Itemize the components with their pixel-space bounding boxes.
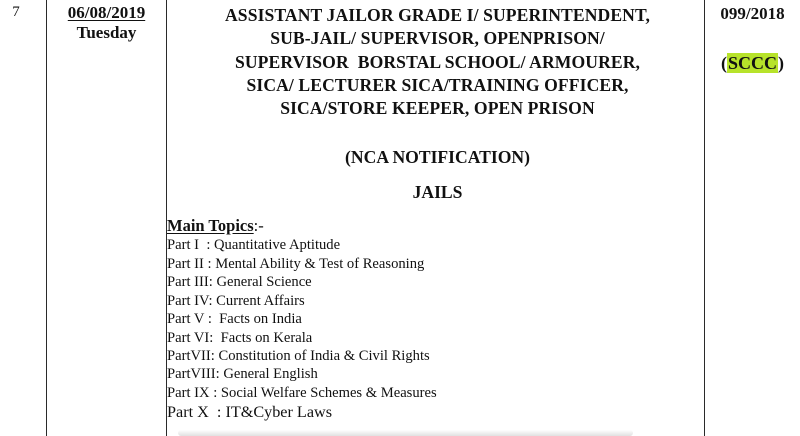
post-details-cell	[167, 0, 704, 436]
topics-list	[167, 236, 704, 422]
topic-item: Part IX : Social Welfare Schemes & Measures	[167, 384, 437, 401]
category-number: 099/2018	[720, 4, 785, 23]
date-cell	[47, 0, 166, 436]
post-title-line: SICA/ LECTURER SICA/TRAINING OFFICER,	[246, 74, 629, 95]
community-code	[721, 52, 784, 74]
notification-type: (NCA NOTIFICATION)	[345, 147, 530, 168]
topic-item: PartVIII: General English	[167, 366, 318, 383]
community-code-highlight: SCCC	[727, 53, 777, 73]
topic-item: Part IV: Current Affairs	[167, 292, 305, 309]
community-open-paren: (	[720, 53, 727, 73]
topic-item: Part X : IT&Cyber Laws	[167, 403, 332, 422]
topic-item: Part I : Quantitative Aptitude	[167, 237, 341, 254]
topic-item: PartVII: Constitution of India & Civil Rights	[167, 347, 430, 364]
category-code-cell	[705, 0, 800, 436]
exam-date: 06/08/2019	[67, 3, 146, 22]
topics-heading-suffix: :-	[253, 216, 264, 236]
post-title-line: SUPERVISOR BORSTAL SCHOOL/ ARMOURER,	[234, 51, 641, 72]
department-name: JAILS	[412, 182, 463, 203]
post-title-line: SUB-JAIL/ SUPERVISOR, OPENPRISON/	[270, 28, 605, 49]
serial-number: 7	[12, 4, 20, 20]
topic-item: Part III: General Science	[167, 274, 312, 291]
topic-item: Part V : Facts on India	[167, 311, 302, 328]
topic-item: Part II : Mental Ability & Test of Reasoning	[167, 255, 425, 272]
serial-number-cell	[0, 0, 46, 436]
exam-day: Tuesday	[76, 23, 137, 42]
post-title-line: ASSISTANT JAILOR GRADE I/ SUPERINTENDENT,	[225, 5, 650, 25]
community-close-paren: )	[778, 53, 784, 73]
scroll-shadow	[178, 430, 633, 436]
topics-heading	[167, 216, 704, 236]
topics-heading-label: Main Topics	[167, 216, 254, 236]
topic-item: Part VI: Facts on Kerala	[167, 329, 313, 346]
post-title-line: SICA/STORE KEEPER, OPEN PRISON	[280, 98, 595, 119]
post-title	[167, 4, 704, 120]
